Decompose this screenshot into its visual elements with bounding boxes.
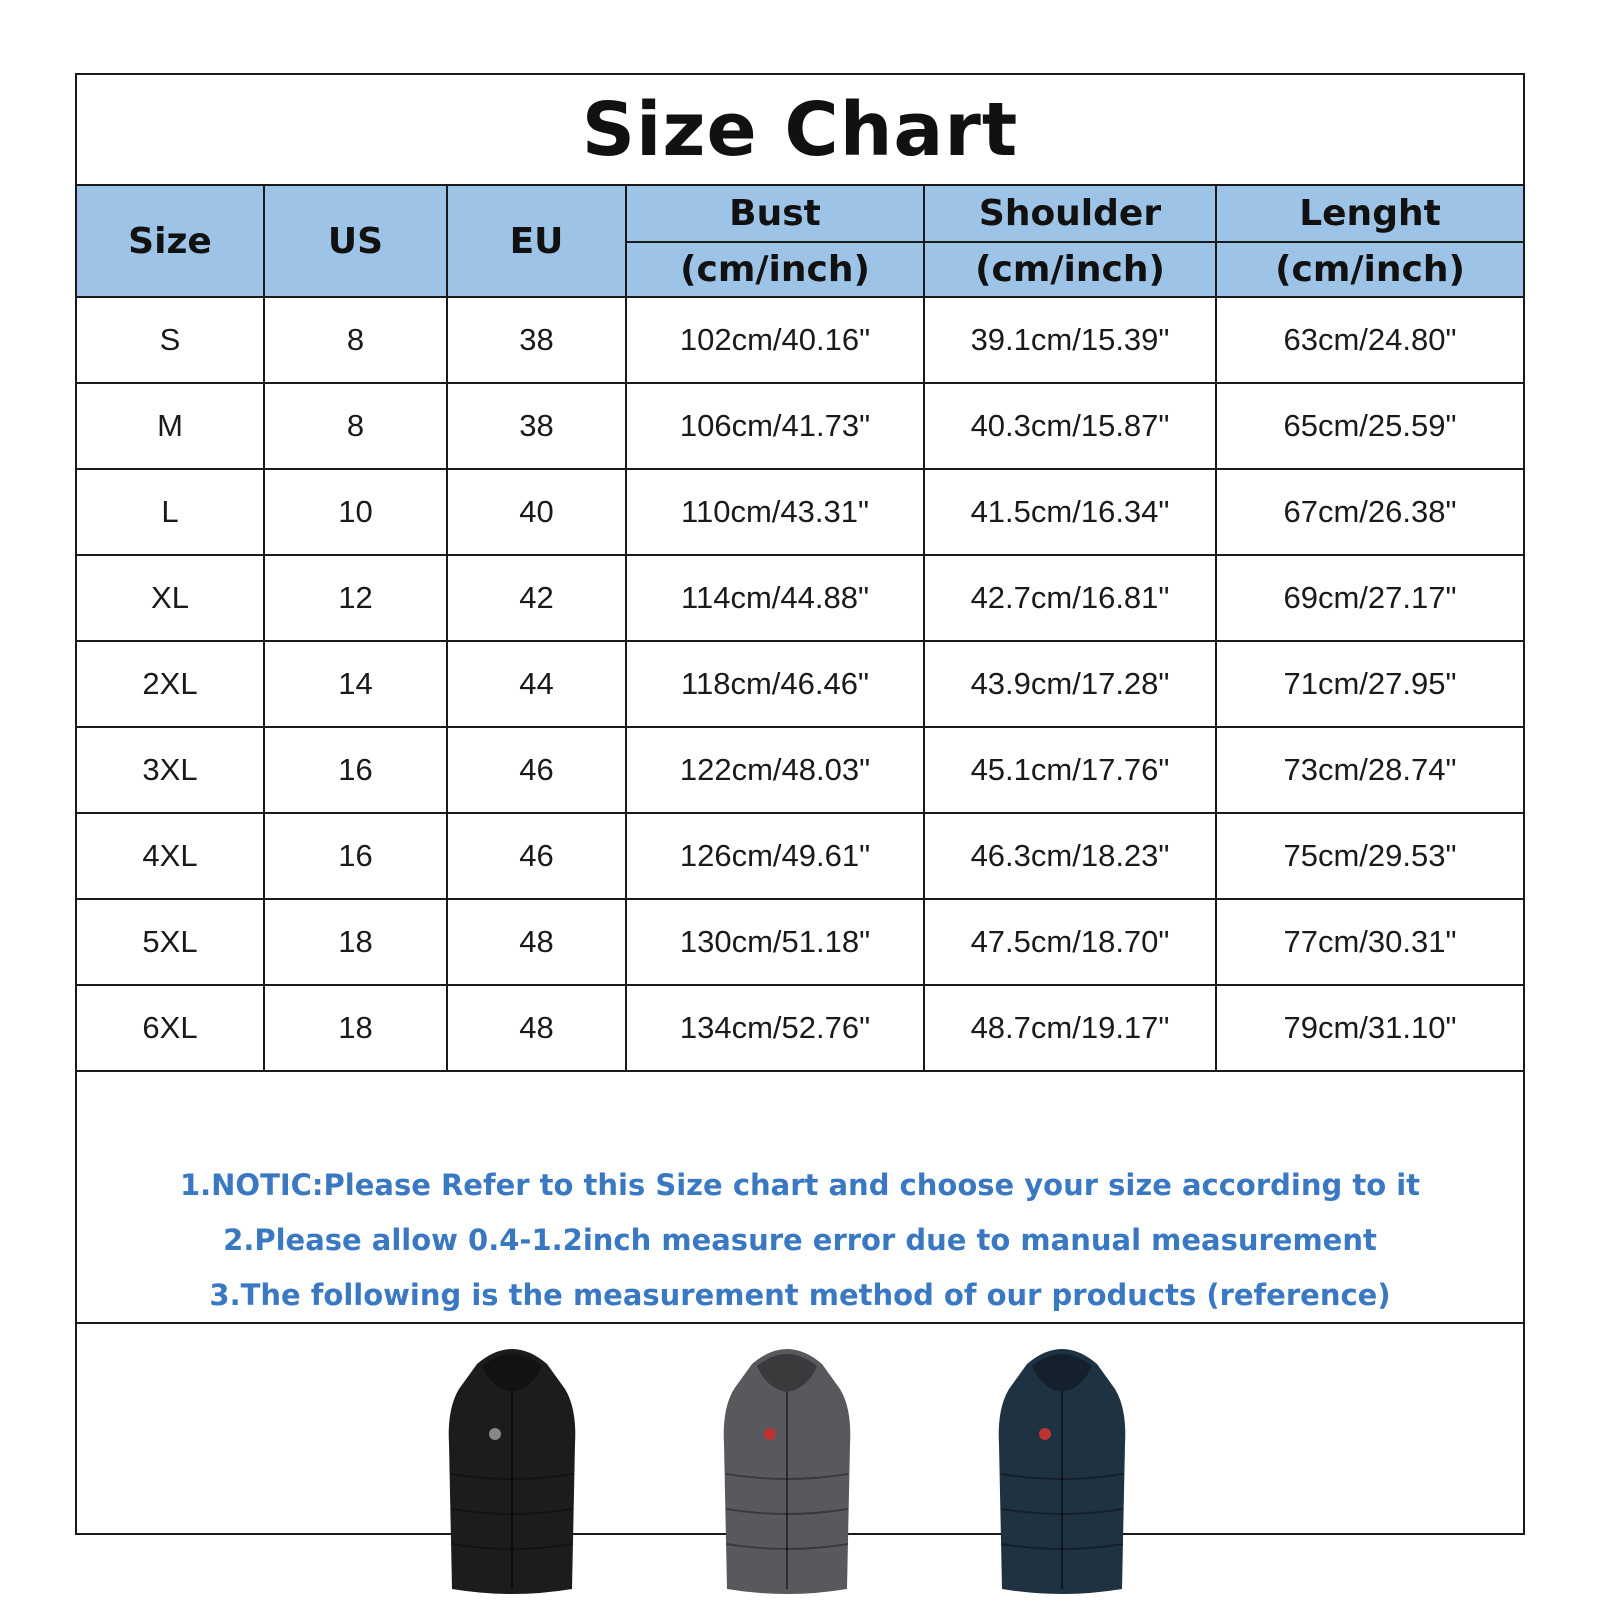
cell-bust: 106cm/41.73" xyxy=(626,383,924,469)
cell-bust: 122cm/48.03" xyxy=(626,727,924,813)
cell-length: 79cm/31.10" xyxy=(1216,985,1523,1071)
header-length: Lenght xyxy=(1216,186,1523,242)
cell-us: 16 xyxy=(264,727,447,813)
vest-black-image xyxy=(437,1334,587,1604)
cell-size: M xyxy=(77,383,264,469)
table-row xyxy=(77,813,1523,899)
cell-shoulder: 39.1cm/15.39" xyxy=(924,297,1216,383)
header-bust-unit: (cm/inch) xyxy=(626,242,924,297)
cell-eu: 48 xyxy=(447,985,626,1071)
cell-us: 18 xyxy=(264,899,447,985)
vest-gray-image xyxy=(712,1334,862,1604)
vest-navy-image xyxy=(987,1334,1137,1604)
cell-length: 75cm/29.53" xyxy=(1216,813,1523,899)
cell-eu: 38 xyxy=(447,297,626,383)
cell-length: 65cm/25.59" xyxy=(1216,383,1523,469)
cell-size: 6XL xyxy=(77,985,264,1071)
cell-us: 16 xyxy=(264,813,447,899)
cell-shoulder: 42.7cm/16.81" xyxy=(924,555,1216,641)
cell-length: 77cm/30.31" xyxy=(1216,899,1523,985)
cell-size: 2XL xyxy=(77,641,264,727)
title-row xyxy=(77,75,1523,186)
cell-shoulder: 47.5cm/18.70" xyxy=(924,899,1216,985)
cell-size: 4XL xyxy=(77,813,264,899)
cell-bust: 110cm/43.31" xyxy=(626,469,924,555)
header-eu: EU xyxy=(447,186,626,297)
cell-eu: 46 xyxy=(447,813,626,899)
cell-eu: 38 xyxy=(447,383,626,469)
cell-bust: 118cm/46.46" xyxy=(626,641,924,727)
header-bust: Bust xyxy=(626,186,924,242)
cell-eu: 44 xyxy=(447,641,626,727)
cell-us: 18 xyxy=(264,985,447,1071)
table-row xyxy=(77,641,1523,727)
note-3: 3.The following is the measurement method of our products (reference) xyxy=(209,1277,1391,1312)
table-row xyxy=(77,555,1523,641)
cell-shoulder: 48.7cm/19.17" xyxy=(924,985,1216,1071)
cell-size: 5XL xyxy=(77,899,264,985)
notes-section xyxy=(77,1158,1523,1324)
cell-us: 12 xyxy=(264,555,447,641)
cell-bust: 102cm/40.16" xyxy=(626,297,924,383)
cell-bust: 130cm/51.18" xyxy=(626,899,924,985)
size-table xyxy=(77,186,1523,1072)
cell-shoulder: 43.9cm/17.28" xyxy=(924,641,1216,727)
cell-length: 69cm/27.17" xyxy=(1216,555,1523,641)
cell-us: 8 xyxy=(264,383,447,469)
cell-shoulder: 45.1cm/17.76" xyxy=(924,727,1216,813)
cell-size: 3XL xyxy=(77,727,264,813)
cell-bust: 126cm/49.61" xyxy=(626,813,924,899)
cell-shoulder: 46.3cm/18.23" xyxy=(924,813,1216,899)
header-size: Size xyxy=(77,186,264,297)
table-row xyxy=(77,899,1523,985)
cell-shoulder: 40.3cm/15.87" xyxy=(924,383,1216,469)
cell-eu: 46 xyxy=(447,727,626,813)
table-row xyxy=(77,383,1523,469)
header-shoulder-unit: (cm/inch) xyxy=(924,242,1216,297)
table-row xyxy=(77,985,1523,1071)
cell-length: 71cm/27.95" xyxy=(1216,641,1523,727)
cell-size: S xyxy=(77,297,264,383)
note-1: 1.NOTIC:Please Refer to this Size chart and choose your size according to it xyxy=(179,1167,1421,1202)
cell-eu: 42 xyxy=(447,555,626,641)
header-shoulder: Shoulder xyxy=(924,186,1216,242)
cell-us: 10 xyxy=(264,469,447,555)
cell-length: 73cm/28.74" xyxy=(1216,727,1523,813)
note-2: 2.Please allow 0.4-1.2inch measure error due to manual measurement xyxy=(223,1222,1377,1257)
cell-shoulder: 41.5cm/16.34" xyxy=(924,469,1216,555)
table-row xyxy=(77,469,1523,555)
cell-size: L xyxy=(77,469,264,555)
cell-us: 14 xyxy=(264,641,447,727)
page-title: Size Chart xyxy=(581,86,1019,173)
table-header-row xyxy=(77,186,1523,242)
cell-bust: 134cm/52.76" xyxy=(626,985,924,1071)
cell-length: 63cm/24.80" xyxy=(1216,297,1523,383)
table-row xyxy=(77,727,1523,813)
cell-size: XL xyxy=(77,555,264,641)
vest-images xyxy=(77,1324,1523,1533)
header-us: US xyxy=(264,186,447,297)
cell-eu: 40 xyxy=(447,469,626,555)
cell-us: 8 xyxy=(264,297,447,383)
cell-length: 67cm/26.38" xyxy=(1216,469,1523,555)
cell-eu: 48 xyxy=(447,899,626,985)
cell-bust: 114cm/44.88" xyxy=(626,555,924,641)
header-length-unit: (cm/inch) xyxy=(1216,242,1523,297)
size-chart-frame xyxy=(75,73,1525,1535)
table-row xyxy=(77,297,1523,383)
